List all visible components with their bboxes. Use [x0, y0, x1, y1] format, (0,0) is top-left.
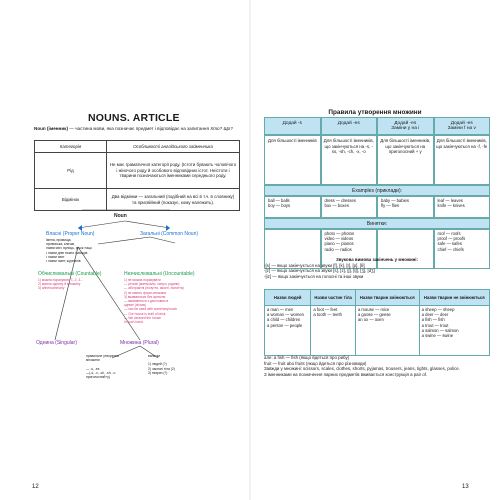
plural-label: Множина (Plural) [120, 340, 159, 346]
rule-description: Для більшості іменників, що закінчуються на -f, -fe [434, 135, 491, 185]
irregular-cell: a man — men a woman — women a child — children a person — people [265, 306, 311, 356]
proper-examples: Імена, прізвища, прізвиська, клички, назви міст, вулиць, річок тощо • назви днів тижня і місяців • назви свят • назви газет, журналів [46, 238, 93, 264]
countable-notes: 1) можна порахувати 1, 2, 3... 2) мають однину й множину 3) a/the/some/any [38, 278, 83, 291]
example-cell: leaf — leaves knife — knives [434, 196, 491, 218]
tree-root: Noun [114, 213, 127, 219]
rule-description: Для більшості іменників, що закінчуються на приголосний + y [377, 135, 434, 185]
exceptions-band: Винятки: [264, 218, 490, 229]
right-page [250, 0, 500, 500]
pronunciation-line: -[s] — якщо закінчується на звуки [f], [k], [t], [p], [θ] [264, 262, 365, 268]
irregular-header: Назви людей [265, 290, 311, 306]
note-line: Завжди у множині: scissors, scales, clothes, shorts, pyjamas, trousers, jeans, tights, glasses, police. [264, 366, 460, 372]
exception-cell: photo — photos video — videos piano — pianos radio — radios [321, 229, 378, 269]
irregular-header: Назви частин тіла [311, 290, 356, 306]
pronunciation-title: Звукова вимова закінчень у множині: [335, 257, 418, 262]
table-cell-key: Рід [35, 153, 107, 189]
table-row [265, 306, 490, 356]
plural-rules-table [264, 117, 490, 269]
page-number: 12 [32, 484, 39, 490]
intro-question: Хто? Що? [210, 126, 233, 131]
irregular-plurals-table [264, 289, 490, 356]
intro-term: Noun (іменник) [34, 126, 68, 131]
uncountable-notes: 1) не можна порахувати — речові (матеріали, сипучі, рідини) — абстрактні (почуття, якості, поняття) 2) не мають форм множини 3) вживаються без артикля — вживаються з дієсловом в однині (is/was) — can be used with some/any/much — Our house is built of brick. — We cleaned the house in such hand. [124, 278, 184, 325]
example-cell: baby — babies fly — flies [377, 196, 434, 218]
intro-text: — частина мови, яка позначає предмет і відповідає на запитання [67, 126, 211, 131]
notes-bottom [264, 355, 490, 377]
pronunciation-note [264, 257, 490, 279]
plural-rules-title: Правила утворення множини [328, 109, 422, 116]
table-header-category: Категорія [35, 141, 107, 153]
table-header-features: Особливості англійського займенника [107, 141, 240, 153]
rule-description: Для більшості іменників, що закінчуються на -s, -ss, -sh, -ch, -x, -o [321, 135, 378, 185]
pronunciation-line: -[z] — якщо закінчується на звуки [s], [z], [ʃ], [tʃ], [ʒ], [dʒ] [264, 268, 375, 274]
page-number: 13 [462, 484, 469, 490]
plural-regular-rules: правильне утворення множини — -s, -es —(-s, -x, -ch, -sh, -o приголосний+y) [86, 354, 120, 380]
irregular-cell: a mouse — mice a goose — geese an ox — oxen [355, 306, 419, 356]
page-title: NOUNS. ARTICLE [88, 112, 180, 124]
table-cell-key: Відмінок [35, 189, 107, 211]
irregular-cell: a foot — feet a tooth — teeth [311, 306, 356, 356]
rule-header: Додай -s [264, 117, 321, 135]
irregular-cell: a sheep — sheep a deer — deer a fish — fish a trout — trout a salmon — salmon a swine — swine [419, 306, 489, 356]
note-line: З іменниками на позначення парних предметів вживається конструкція a pair of. [264, 371, 428, 377]
rule-header: Додай -es Заміни f на v [434, 117, 491, 135]
exception-cell: roof — roofs proof — proofs safe — safes chief — chiefs [434, 229, 491, 269]
rule-description: Для більшості іменників [264, 135, 321, 185]
note-line: але: a fish — fish (якщо йдеться про рибу) fruit — fruit abo fruits (якщо йдеться про різновиди) [264, 355, 367, 366]
plural-exceptions: винятки 1) людей (?) 2) частині тіла (2) 3) тварин (?) [148, 354, 175, 375]
rule-header: Додай -es Заміни y на i [377, 117, 434, 135]
example-cell: dress — dresses box — boxes [321, 196, 378, 218]
example-cell: ball — balls boy — boys [264, 196, 321, 218]
table-cell-value: Не має граматичної категорії роду. (Істоти бувають чоловічого і жіночого роду й особового відповідних істот. Неістоти і тварини позначаються іменниками середнього роду. [107, 153, 240, 189]
countable-label: Обчислювальні (Countable) [38, 271, 102, 277]
singular-label: Однина (Singular) [36, 340, 77, 346]
common-noun-label: Загальні (Common Noun) [140, 231, 199, 237]
irregular-header: Назви тварин не змінюються [419, 290, 489, 306]
irregular-header: Назви тварин змінюються [355, 290, 419, 306]
uncountable-label: Незчислювальні (Uncountable) [124, 271, 195, 277]
examples-band: Examples (приклади): [264, 185, 490, 196]
table-cell-value: Два відмінки — загальний (подібний на всі в т.ч. в словнику) та присвійний (показує, кому належить). [107, 189, 240, 211]
rule-header: Додай -es [321, 117, 378, 135]
pronunciation-line: -[iz] — якщо закінчується на голосні та інші звуки [264, 273, 364, 279]
proper-noun-label: Власні (Proper Noun) [46, 231, 95, 237]
